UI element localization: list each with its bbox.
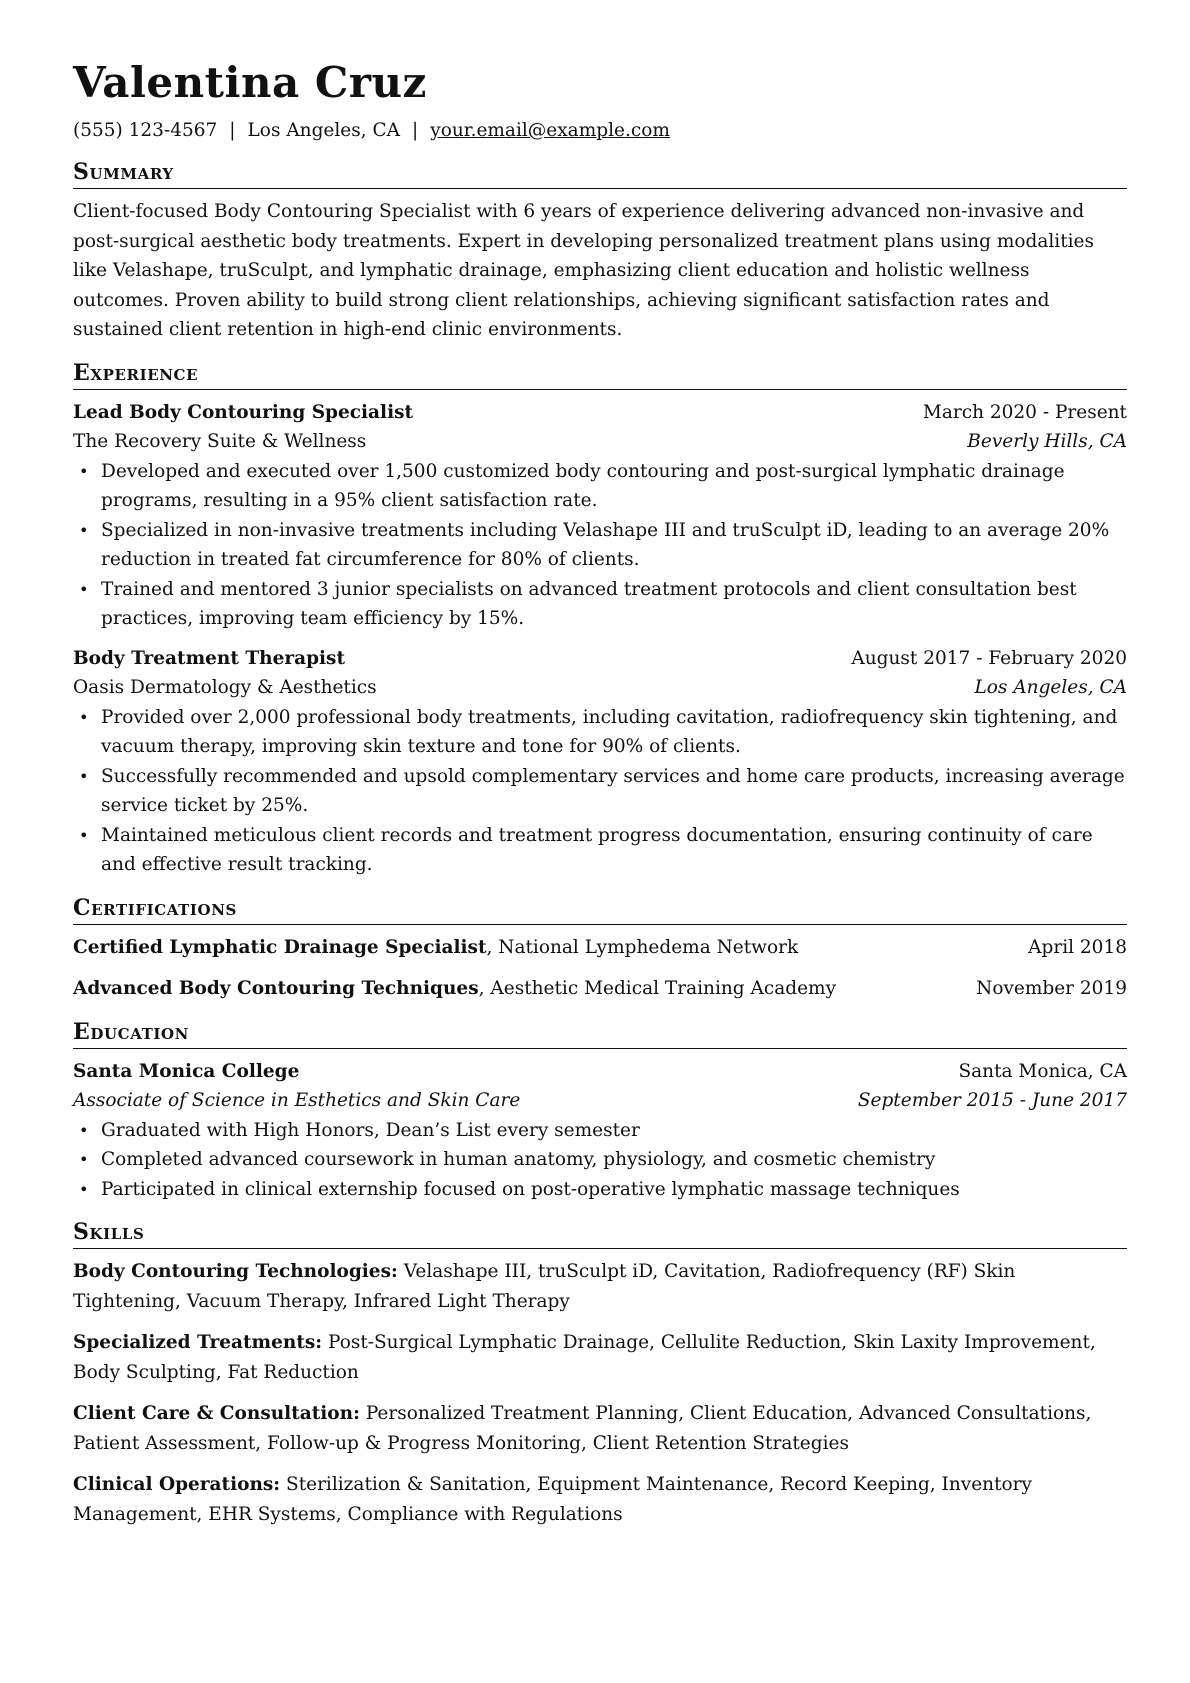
experience-section — [73, 359, 1127, 880]
skill-group — [73, 1470, 1127, 1529]
certification-date: April 2018 — [1028, 936, 1127, 958]
certification-date: November 2019 — [976, 978, 1127, 999]
school-location: Santa Monica, CA — [958, 1060, 1127, 1082]
candidate-name: Valentina Cruz — [73, 58, 427, 107]
contact-location: Los Angeles, CA — [247, 120, 401, 141]
list-item: • Trained and mentored 3 junior specialists on advanced treatment protocols and client consultation best practices, improving team efficiency by 15%. — [73, 575, 1127, 634]
list-item: • Successfully recommended and upsold complementary services and home care products, increasing average service ticket by 25%. — [73, 762, 1127, 821]
skill-group — [73, 1399, 1127, 1458]
job-dates: August 2017 - February 2020 — [851, 647, 1127, 669]
skill-group-value: Velashape III, truSculpt iD, Cavitation, Radiofrequency (RF) Skin Tightening, Vacuum Therapy, Infrared Light Therapy — [73, 1261, 1016, 1312]
job-location: Beverly Hills, CA — [967, 431, 1127, 452]
list-item: • Participated in clinical externship focused on post-operative lymphatic massage techniques — [73, 1175, 1127, 1205]
contact-separator: | — [229, 120, 236, 141]
section-title-summary: Summary — [73, 158, 1127, 189]
certification-entry — [73, 933, 1127, 963]
skill-group-label: Clinical Operations: — [73, 1474, 281, 1495]
list-item: • Maintained meticulous client records and treatment progress documentation, ensuring continuity of care and effective result tracking. — [73, 821, 1127, 880]
skills-section — [73, 1218, 1127, 1529]
skill-group-value: Post-Surgical Lymphatic Drainage, Cellulite Reduction, Skin Laxity Improvement, Body Sculpting, Fat Reduction — [73, 1332, 1096, 1383]
job-dates: March 2020 - Present — [922, 401, 1127, 423]
job-bullets — [73, 703, 1127, 880]
contact-separator: | — [412, 120, 419, 141]
section-title-skills: Skills — [73, 1218, 1127, 1249]
education-bullets — [73, 1116, 1127, 1205]
certification-name: Advanced Body Contouring Techniques — [73, 978, 479, 999]
list-item: • Provided over 2,000 professional body treatments, including cavitation, radiofrequency skin tightening, and vacuum therapy, improving skin texture and tone for 90% of clients. — [73, 703, 1127, 762]
list-item: • Specialized in non-invasive treatments including Velashape III and truSculpt iD, leading to an average 20% reduction in treated fat circumference for 80% of clients. — [73, 516, 1127, 575]
job-title: Lead Body Contouring Specialist — [73, 401, 414, 423]
skill-group-label: Client Care & Consultation: — [73, 1403, 360, 1424]
section-title-education: Education — [73, 1018, 1127, 1049]
certification-name: Certified Lymphatic Drainage Specialist — [73, 936, 487, 958]
phone-number: (555) 123-4567 — [73, 120, 218, 141]
summary-text: Client-focused Body Contouring Specialist with 6 years of experience delivering advanced non-invasive and post-surgical aesthetic body treatments. Expert in developing personalized treatment plans using modalities like Velashape, truSculpt, and lymphatic drainage, emphasizing client education and holistic wellness outcomes. Proven ability to build strong client relationships, achieving significant satisfaction rates and sustained client retention in high-end clinic environments. — [73, 201, 1094, 340]
job-title: Body Treatment Therapist — [73, 647, 345, 669]
summary-section — [73, 158, 1127, 345]
contact-line — [73, 118, 1127, 144]
section-title-experience: Experience — [73, 359, 1127, 390]
certifications-section — [73, 894, 1127, 1004]
email-link[interactable]: your.email@example.com — [430, 120, 670, 141]
job-entry — [73, 644, 1127, 880]
school-name: Santa Monica College — [73, 1060, 300, 1082]
company-name: Oasis Dermatology & Aesthetics — [73, 677, 377, 698]
skill-group — [73, 1328, 1127, 1387]
section-title-certifications: Certifications — [73, 894, 1127, 925]
certification-issuer: , Aesthetic Medical Training Academy — [478, 978, 837, 999]
skill-group-label: Specialized Treatments: — [73, 1332, 323, 1353]
list-item: • Completed advanced coursework in human anatomy, physiology, and cosmetic chemistry — [73, 1145, 1127, 1175]
list-item: • Graduated with High Honors, Dean’s List every semester — [73, 1116, 1127, 1146]
skill-group-value: Personalized Treatment Planning, Client Education, Advanced Consultations, Patient Assessment, Follow-up & Progress Monitoring, Client Retention Strategies — [73, 1403, 1092, 1454]
company-name: The Recovery Suite & Wellness — [73, 431, 367, 452]
degree-name: Associate of Science in Esthetics and Skin Care — [73, 1090, 521, 1111]
job-location: Los Angeles, CA — [974, 677, 1127, 698]
certification-issuer: , National Lymphedema Network — [486, 936, 799, 958]
list-item: • Developed and executed over 1,500 customized body contouring and post-surgical lymphatic drainage programs, resulting in a 95% client satisfaction rate. — [73, 457, 1127, 516]
skill-group-value: Sterilization & Sanitation, Equipment Maintenance, Record Keeping, Inventory Management, EHR Systems, Compliance with Regulations — [73, 1474, 1032, 1525]
skill-group — [73, 1257, 1127, 1316]
resume-page — [73, 58, 1127, 1543]
skill-group-label: Body Contouring Technologies: — [73, 1261, 398, 1282]
job-entry — [73, 398, 1127, 634]
education-section — [73, 1018, 1127, 1205]
job-bullets — [73, 457, 1127, 634]
certification-entry — [73, 974, 1127, 1004]
education-dates: September 2015 - June 2017 — [857, 1090, 1127, 1111]
